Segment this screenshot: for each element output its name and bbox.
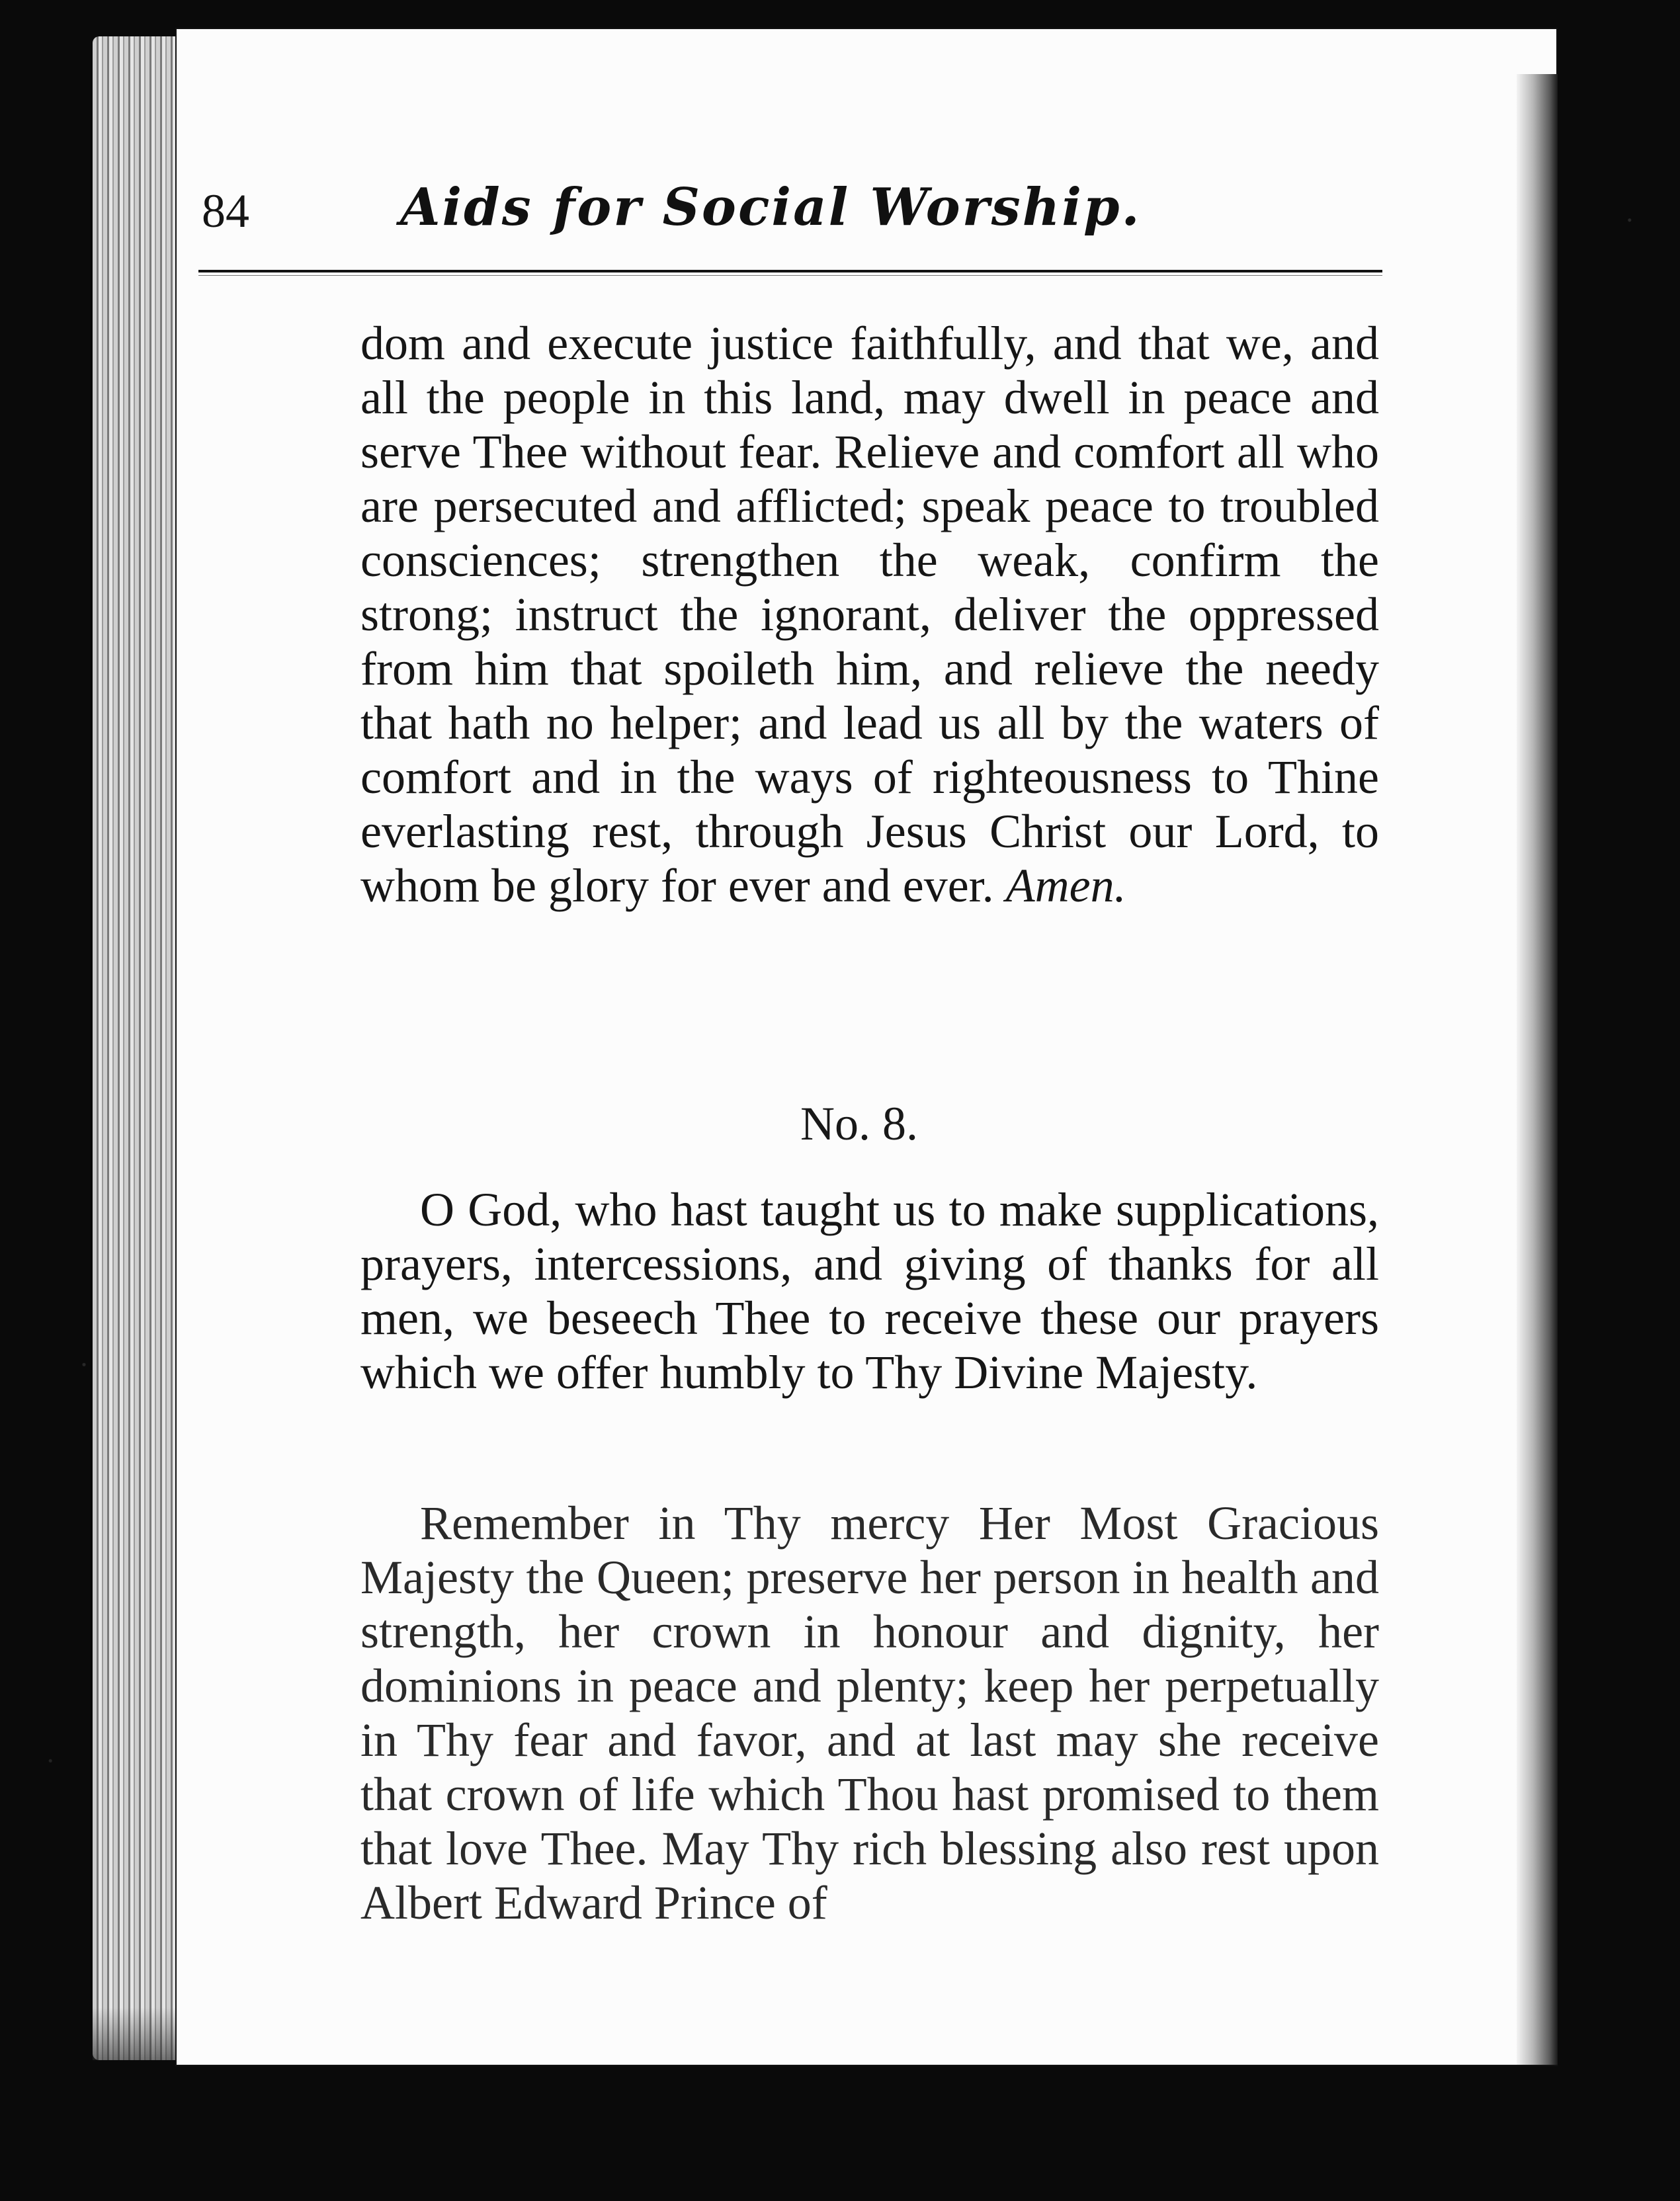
page-gutter-shadow [1517, 74, 1558, 2065]
prayer-paragraph-continued [360, 316, 1379, 913]
prayer-queen-paragraph: Remember in Thy mercy Her Most Gracious Majesty the Queen; preserve her person in health and strength, her crown in honour and dignity, her dominions in peace and plenty; keep her perpetually in Thy fear and favor, and at last may she receive that crown of life which Thou hast promised to them that love Thee. May Thy rich blessing also rest upon Albert Edward Prince of [360, 1497, 1379, 1929]
header-rule [198, 270, 1382, 272]
prayer-heading: No. 8. [800, 1097, 918, 1150]
prayer-opening-paragraph: O God, who hast taught us to make supplications, prayers, intercessions, and giving of thanks for all men, we beseech Thee to receive these our prayers which we offer humbly to Thy Divine Majesty. [360, 1183, 1379, 1399]
book-page-edges [93, 36, 185, 2060]
paragraph-text: dom and execute justice faithfully, and that we, and all the people in this land, may dwell in peace and serve Thee without fear. Relieve and comfort all who are persecuted and afflicted; speak peace to troubled consciences; strengthen the weak, confirm the strong; instruct the ignorant, deliver the oppressed from him that spoileth him, and relieve the needy that hath no helper; and lead us all by the waters of comfort and in the ways of righteousness to Thine everlasting rest, through Jesus Christ our Lord, to whom be glory for ever and ever. [360, 317, 1379, 912]
amen-text: Amen. [1005, 859, 1126, 912]
page-header [202, 177, 1369, 270]
page-number: 84 [202, 185, 249, 237]
running-title: Aids for Social Worship. [400, 177, 1142, 237]
